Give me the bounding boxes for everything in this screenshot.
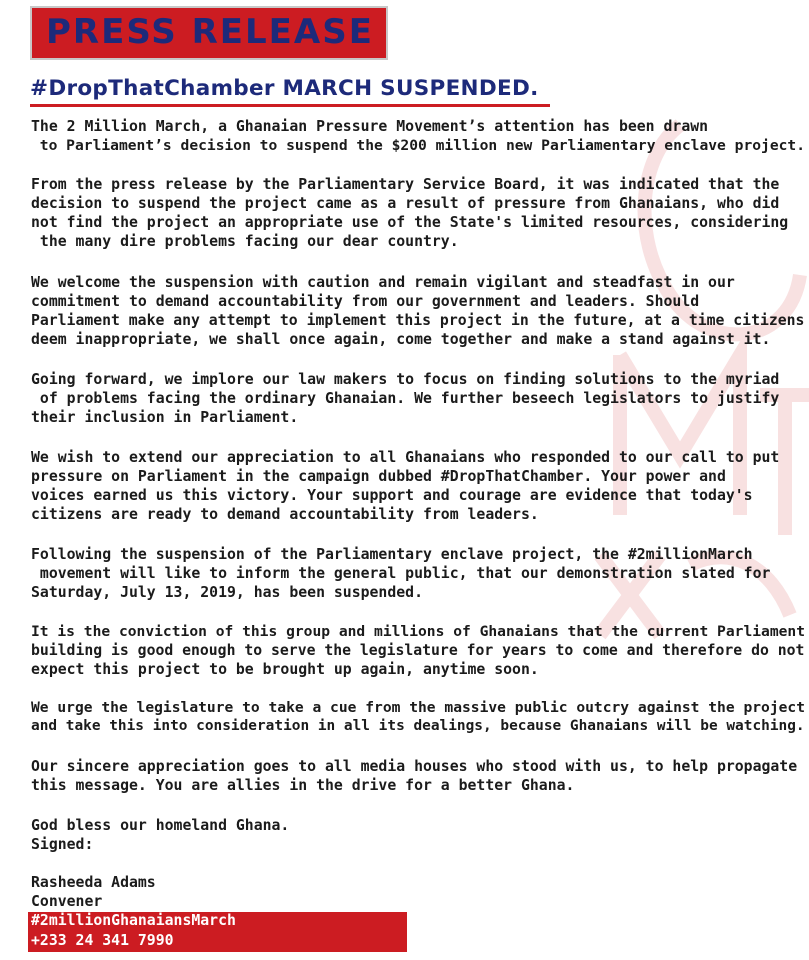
body-line: this message. You are allies in the drive for a better Ghana. bbox=[31, 777, 575, 794]
body-line: Going forward, we implore our law makers to focus on finding solutions to the myriad bbox=[31, 371, 780, 388]
body-line: deem inappropriate, we shall once again, come together and make a stand against it. bbox=[31, 331, 771, 348]
body-line: We welcome the suspension with caution and remain vigilant and steadfast in our bbox=[31, 274, 735, 291]
body-line: movement will like to inform the general public, that our demonstration slated for bbox=[31, 565, 771, 582]
press-release-heading: PRESS RELEASE bbox=[46, 12, 374, 52]
body-line: We urge the legislature to take a cue from the massive public outcry against the project bbox=[31, 699, 806, 716]
body-line: their inclusion in Parliament. bbox=[31, 409, 299, 426]
body-line: pressure on Parliament in the campaign dubbed #DropThatChamber. Your power and bbox=[31, 468, 726, 485]
body-line: It is the conviction of this group and millions of Ghanaians that the current Parliament bbox=[31, 623, 806, 640]
body-line: and take this into consideration in all its dealings, because Ghanaians will be watching. bbox=[31, 718, 805, 734]
body-line: of problems facing the ordinary Ghanaian. We further beseech legislators to justify bbox=[31, 390, 780, 407]
body-line: commitment to demand accountability from our government and leaders. Should bbox=[31, 293, 700, 310]
body-line: voices earned us this victory. Your support and courage are evidence that today's bbox=[31, 487, 753, 504]
body-line: expect this project to be brought up again, anytime soon. bbox=[31, 661, 539, 678]
signatory-role: Convener bbox=[31, 893, 103, 910]
body-line: citizens are ready to demand accountability from leaders. bbox=[31, 506, 539, 523]
footer-hashtag: #2millionGhanaiansMarch bbox=[31, 912, 236, 929]
headline: #DropThatChamber MARCH SUSPENDED. bbox=[30, 76, 539, 101]
body-line: Our sincere appreciation goes to all media houses who stood with us, to help propagate bbox=[31, 758, 798, 775]
body-line: Parliament make any attempt to implement this project in the future, at a time citizens bbox=[31, 312, 805, 329]
body-line: the many dire problems facing our dear country. bbox=[31, 233, 459, 250]
headline-underline bbox=[30, 104, 550, 107]
signed-label: Signed: bbox=[31, 836, 94, 853]
body-line: We wish to extend our appreciation to all Ghanaians who responded to our call to put bbox=[31, 449, 780, 466]
footer-phone: +233 24 341 7990 bbox=[31, 932, 174, 949]
body-line: Saturday, July 13, 2019, has been suspended. bbox=[31, 584, 423, 601]
signatory-name: Rasheeda Adams bbox=[31, 874, 156, 891]
body-line: The 2 Million March, a Ghanaian Pressure Movement’s attention has been drawn bbox=[31, 118, 709, 135]
blessing-line: God bless our homeland Ghana. bbox=[31, 817, 290, 834]
body-line: not find the project an appropriate use of the State's limited resources, considering bbox=[31, 214, 789, 231]
body-line: building is good enough to serve the legislature for years to come and therefore do not bbox=[31, 642, 805, 659]
body-line: Following the suspension of the Parliamentary enclave project, the #2millionMarch bbox=[31, 546, 753, 563]
body-line: From the press release by the Parliamentary Service Board, it was indicated that the bbox=[31, 176, 780, 193]
body-line: to Parliament’s decision to suspend the $200 million new Parliamentary enclave project. bbox=[31, 137, 806, 154]
body-line: decision to suspend the project came as a result of pressure from Ghanaians, who did bbox=[31, 195, 780, 212]
